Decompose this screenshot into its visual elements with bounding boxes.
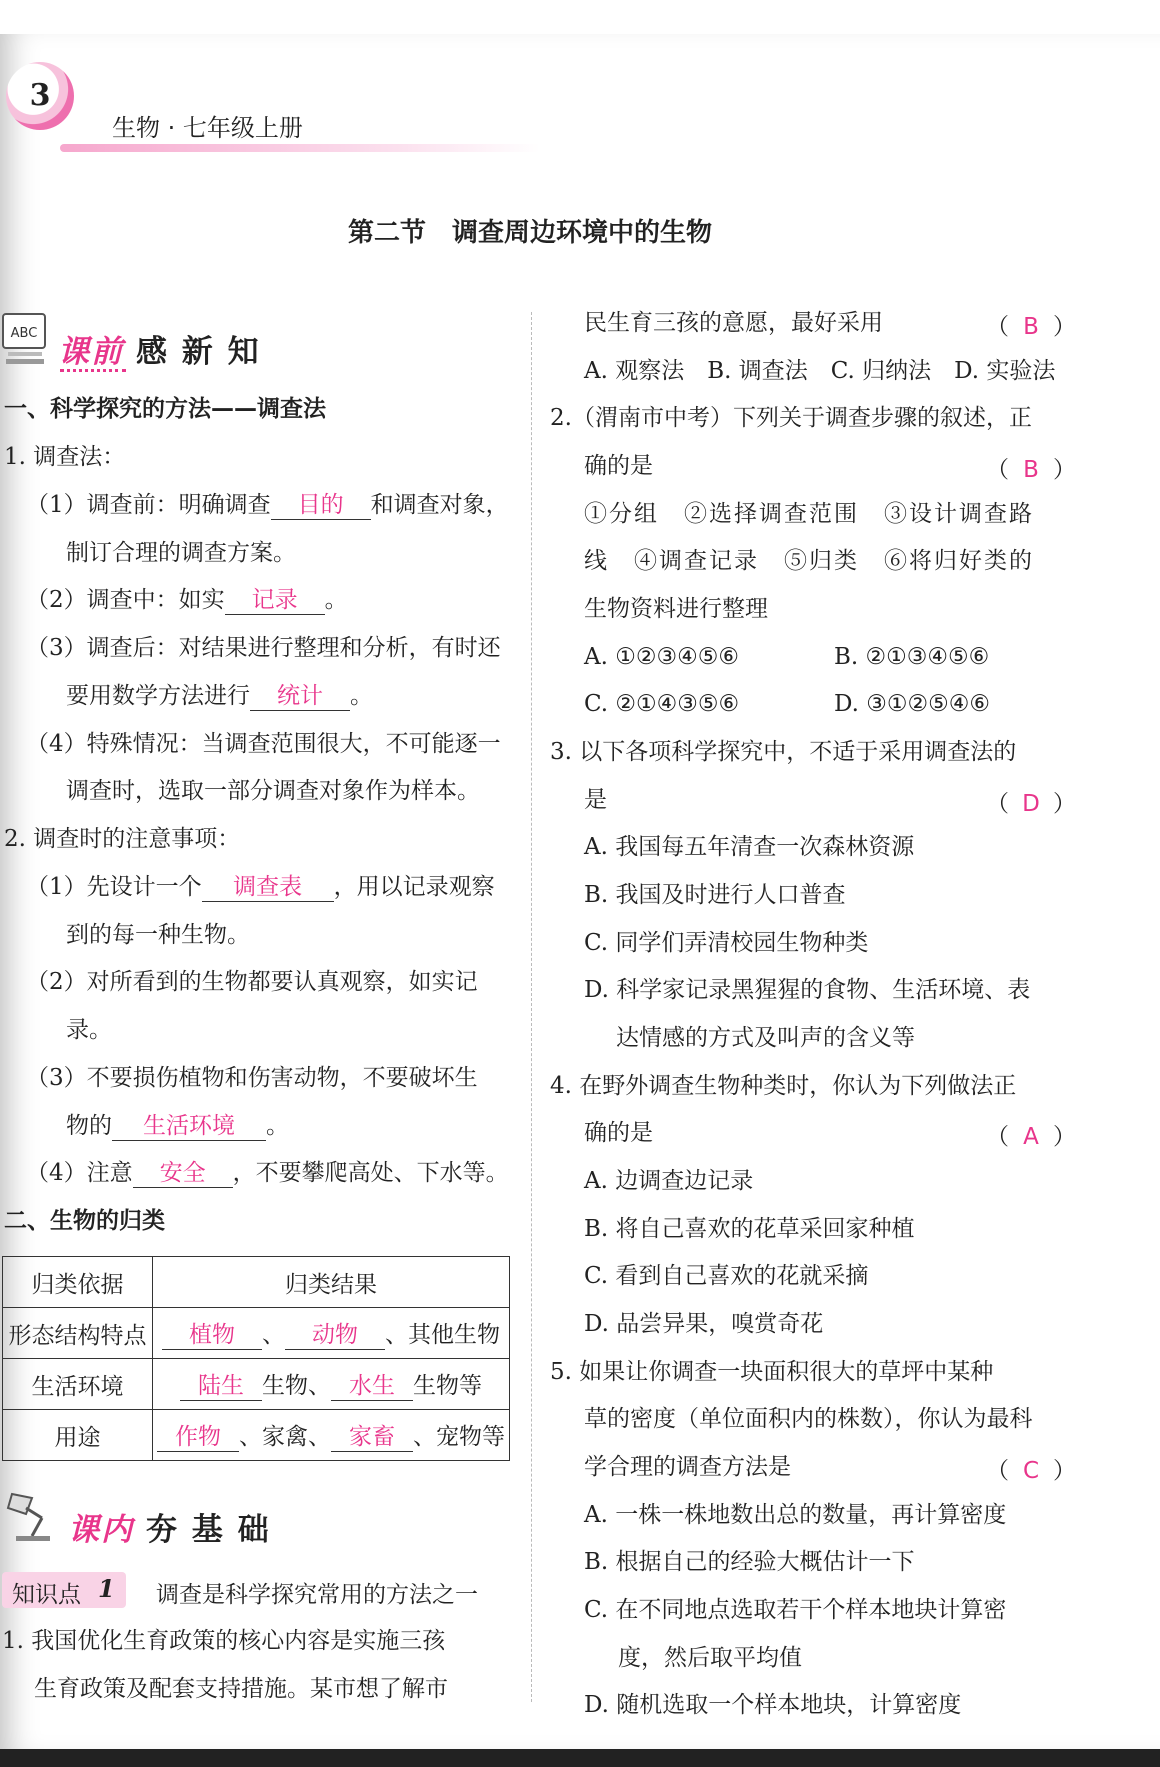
subsection-title-1: 一、科学探究的方法——调查法 (4, 396, 326, 422)
text: （2）调查中：如实 (26, 587, 225, 613)
answer-blank: 植物 (162, 1321, 262, 1350)
knowledge-point-number: 1 (98, 1574, 115, 1603)
option-b: B. ②①③④⑤⑥ (834, 644, 990, 670)
desk-lamp-icon (2, 1488, 58, 1544)
text-line: 2. 调查时的注意事项： (4, 826, 241, 852)
option-d: D. 品尝异果，嗅赏奇花 (584, 1311, 824, 1337)
question-line: 4. 在野外调查生物种类时，你认为下列做法正 (550, 1073, 1017, 1099)
option-a: A. 边调查边记录 (584, 1168, 754, 1194)
text-line (26, 585, 348, 615)
text-line: 1. 调查法： (4, 444, 126, 470)
text-line: （4）特殊情况：当调查范围很大，不可能逐一 (26, 731, 501, 757)
text: （4）注意 (26, 1160, 133, 1186)
text: （1）调查前：明确调查 (26, 492, 271, 518)
table-header-cell: 归类依据 (3, 1257, 153, 1308)
table-cell (153, 1308, 510, 1359)
answer-bracket: （ C ） (986, 1458, 1076, 1484)
question-line: 草的密度（单位面积内的株数），你认为最科 (584, 1406, 1033, 1432)
answer-letter: B (1023, 314, 1039, 340)
abc-board-icon (2, 312, 48, 366)
answer-blank: 调查表 (202, 873, 334, 902)
text-line (26, 1158, 509, 1188)
option-c: C. 在不同地点选取若干个样本地块计算密 (584, 1597, 1007, 1623)
question-line: 线 ④调查记录 ⑤归类 ⑥将归好类的 (584, 548, 1034, 574)
text: ，不要攀爬高处、下水等。 (232, 1160, 509, 1186)
table-row (3, 1308, 510, 1359)
text: 、 (262, 1322, 285, 1348)
text-line (26, 490, 509, 520)
option-c: C. 同学们弄清校园生物种类 (584, 930, 869, 956)
option-d: D. 科学家记录黑猩猩的食物、生活环境、表 (584, 977, 1031, 1003)
question-line: 确的是 (584, 1120, 653, 1146)
option-a: A. 我国每五年清查一次森林资源 (584, 834, 915, 860)
knowledge-point-title: 调查是科学探究常用的方法之一 (156, 1582, 478, 1608)
text-line: （2）对所看到的生物都要认真观察，如实记 (26, 969, 478, 995)
viewer-top-bar (0, 0, 1160, 34)
option-d: D. 随机选取一个样本地块，计算密度 (584, 1692, 962, 1718)
question-line: 民生育三孩的意愿，最好采用 (584, 310, 883, 336)
question-line: 生育政策及配套支持措施。某市想了解市 (34, 1676, 448, 1702)
knowledge-point-label: 知识点 (12, 1582, 81, 1608)
in-class-heading-2: 夯 基 础 (146, 1512, 271, 1548)
text: ，用以记录观察 (333, 874, 495, 900)
table-row (3, 1410, 510, 1461)
answer-blank: 陆生 (180, 1372, 262, 1401)
question-line: 2.（渭南市中考）下列关于调查步骤的叙述，正 (550, 405, 1032, 431)
text-line: 录。 (66, 1017, 112, 1043)
option-b: B. 将自己喜欢的花草采回家种植 (584, 1216, 915, 1242)
text: 要用数学方法进行 (66, 683, 250, 709)
answer-blank: 家畜 (331, 1423, 413, 1452)
text: （1）先设计一个 (26, 874, 202, 900)
table-cell: 形态结构特点 (3, 1308, 153, 1359)
text: 、家禽、 (239, 1424, 331, 1450)
section-title: 第二节 调查周边环境中的生物 (347, 218, 712, 248)
text-line: 到的每一种生物。 (66, 922, 250, 948)
answer-letter: A (1023, 1124, 1039, 1150)
table-cell: 用途 (3, 1410, 153, 1461)
answer-blank: 统计 (250, 682, 350, 711)
option-b: B. 根据自己的经验大概估计一下 (584, 1549, 915, 1575)
answer-bracket: （ B ） (986, 457, 1076, 483)
abc-icon-text: ABC (10, 326, 38, 341)
options-line: A. 观察法 B. 调查法 C. 归纳法 D. 实验法 (584, 358, 1056, 384)
text: 。 (266, 1113, 289, 1139)
answer-blank: 作物 (157, 1423, 239, 1452)
option-c: C. ②①④③⑤⑥ (584, 691, 740, 717)
table-cell (153, 1410, 510, 1461)
pre-class-heading-1: 课前 (58, 334, 124, 370)
question-line: ①分组 ②选择调查范围 ③设计调查路 (584, 501, 1034, 527)
text: 物的 (66, 1113, 112, 1139)
question-line: 5. 如果让你调查一块面积很大的草坪中某种 (550, 1359, 994, 1385)
option-d: D. ③①②⑤④⑥ (834, 691, 990, 717)
question-line: 确的是 (584, 453, 653, 479)
table-cell: 生活环境 (3, 1359, 153, 1410)
answer-blank: 动物 (285, 1321, 385, 1350)
classification-table (2, 1256, 510, 1461)
answer-bracket: （ B ） (986, 314, 1076, 340)
text: 生物、 (262, 1373, 331, 1399)
answer-letter: D (1022, 791, 1040, 817)
answer-blank: 生活环境 (112, 1112, 266, 1141)
answer-blank: 目的 (271, 491, 371, 520)
text-line: 调查时，选取一部分调查对象作为样本。 (66, 778, 480, 804)
page-number: 3 (29, 78, 51, 113)
question-line: 是 (584, 787, 607, 813)
book-title: 生物 · 七年级上册 (112, 114, 303, 142)
answer-bracket: （ A ） (986, 1124, 1076, 1150)
option-c-cont: 度，然后取平均值 (618, 1645, 802, 1671)
text-line (66, 1111, 289, 1141)
answer-letter: B (1023, 457, 1039, 483)
question-line: 1. 我国优化生育政策的核心内容是实施三孩 (2, 1628, 446, 1654)
table-row (3, 1359, 510, 1410)
text: 。 (324, 587, 348, 613)
in-class-heading-1: 课内 (68, 1512, 134, 1548)
text: 、其他生物 (385, 1322, 500, 1348)
header-swoosh (60, 144, 540, 152)
pre-class-heading-2: 感 新 知 (136, 334, 261, 370)
text-line: （3）调查后：对结果进行整理和分析，有时还 (26, 635, 501, 661)
question-line: 3. 以下各项科学探究中，不适于采用调查法的 (550, 739, 1017, 765)
option-a: A. ①②③④⑤⑥ (584, 644, 739, 670)
answer-blank: 记录 (225, 586, 325, 615)
answer-letter: C (1022, 1458, 1040, 1484)
answer-bracket: （ D ） (986, 791, 1076, 817)
answer-blank: 水生 (331, 1372, 413, 1401)
answer-blank: 安全 (133, 1159, 233, 1188)
table-header-cell: 归类结果 (153, 1257, 510, 1308)
text-line (66, 681, 373, 711)
option-b: B. 我国及时进行人口普查 (584, 882, 846, 908)
viewer-bottom-bar (0, 1749, 1160, 1767)
question-line: 生物资料进行整理 (584, 596, 768, 622)
table-cell (153, 1359, 510, 1410)
text-line: 制订合理的调查方案。 (66, 540, 296, 566)
table-row (3, 1257, 510, 1308)
text-line: （3）不要损伤植物和伤害动物，不要破坏生 (26, 1065, 478, 1091)
text: 和调查对象， (370, 492, 509, 518)
option-a: A. 一株一株地数出总的数量，再计算密度 (584, 1502, 1007, 1528)
option-c: C. 看到自己喜欢的花就采摘 (584, 1263, 869, 1289)
text: 、宠物等 (413, 1424, 505, 1450)
question-line: 学合理的调查方法是 (584, 1454, 791, 1480)
heading-dots (60, 369, 126, 372)
option-d-cont: 达情感的方式及叫声的含义等 (616, 1025, 915, 1051)
column-divider (531, 312, 532, 1702)
text: 。 (350, 683, 373, 709)
text: 生物等 (413, 1373, 482, 1399)
subsection-title-2: 二、生物的归类 (4, 1208, 165, 1234)
text-line (26, 872, 495, 902)
